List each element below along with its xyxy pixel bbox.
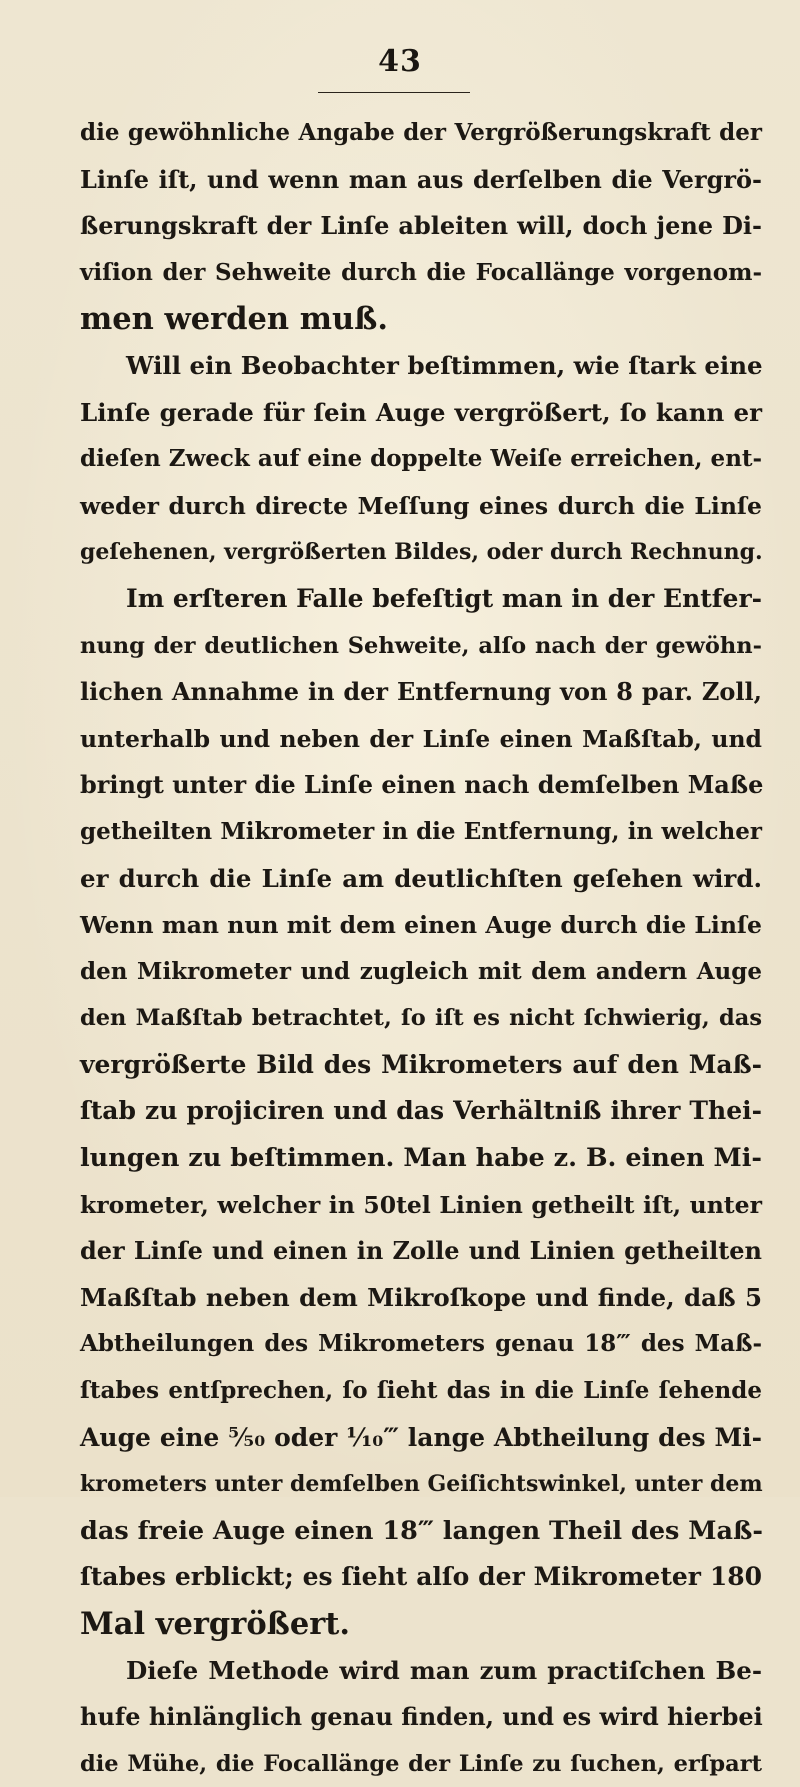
text-line: ſtabes entſprechen, ſo ſieht das in die Linſe ſehende [80,1377,762,1405]
text-line: dieſen Zweck auf eine doppelte Weiſe erreichen, ent- [80,445,763,473]
text-line: Mal vergrößert. [80,1606,351,1642]
text-line: lichen Annahme in der Entfernung von 8 par. Zoll, [80,677,762,707]
text-line: lungen zu beſtimmen. Man habe z. B. einen Mi- [80,1143,762,1174]
text-line: die Mühe, die Focallänge der Linſe zu ſuchen, erſpart [80,1750,762,1777]
text-line: krometers unter demſelben Geiſichtswinkel, unter dem [80,1471,763,1498]
text-line: Linſe gerade für ſein Auge vergrößert, ſo kann er [80,397,762,427]
text-line: ſtabes erblickt; es ſieht alſo der Mikrometer 180 [80,1562,762,1592]
text-line: geſehenen, vergrößerten Bildes, oder durch Rechnung. [80,539,763,566]
text-line: er durch die Linſe am deutlichſten geſehen wird. [80,863,762,893]
text-line: Abtheilungen des Mikrometers genau 18‴ des Maß- [80,1330,762,1358]
text-line: getheilten Mikrometer in die Entfernung, in welcher [80,817,762,845]
text-line: hufe hinlänglich genau finden, und es wird hierbei [80,1702,763,1732]
header-rule [318,92,470,93]
text-line: Will ein Beobachter beſtimmen, wie ſtark eine [126,350,763,380]
text-line: die gewöhnliche Angabe der Vergrößerungskraft der [80,119,762,146]
text-line: Wenn man nun mit dem einen Auge durch die Linſe [80,911,762,940]
text-line: der Linſe und einen in Zolle und Linien getheilten [80,1236,762,1266]
text-line: den Maßſtab betrachtet, ſo iſt es nicht ſchwierig, das [80,1005,762,1032]
text-line: weder durch directe Meſſung eines durch die Linſe [80,491,762,520]
text-line: Linſe iſt, und wenn man aus derſelben die Vergrö- [80,164,762,194]
text-line: men werden muß. [80,301,388,338]
text-line: Auge eine ⁵⁄₅₀ oder ¹⁄₁₀‴ lange Abtheilung des Mi- [80,1422,762,1452]
body-text [80,110,762,1787]
text-line: viſion der Sehweite durch die Focallänge vorgenom- [80,258,762,286]
text-line: ßerungskraft der Linſe ableiten will, doch jene Di- [80,211,762,241]
text-line: den Mikrometer und zugleich mit dem andern Auge [80,957,762,985]
text-line: Maßſtab neben dem Mikroſkope und finde, daß 5 [80,1282,762,1312]
text-line: krometer, welcher in 50tel Linien getheilt iſt, unter [80,1190,762,1219]
page-number: 43 [378,44,422,79]
text-line: nung der deutlichen Sehweite, alſo nach der gewöhn- [80,632,762,659]
text-line: ſtab zu projiciren und das Verhältniß ihrer Thei- [80,1096,762,1126]
text-line: unterhalb und neben der Linſe einen Maßſtab, und [80,724,762,753]
text-line: bringt unter die Linſe einen nach demſelben Maße [80,770,764,800]
page-header [0,44,800,79]
text-line: das freie Auge einen 18‴ langen Theil des Maß- [80,1515,763,1546]
text-line: vergrößerte Bild des Mikrometers auf den Maß- [80,1049,762,1079]
text-line: Im erſteren Falle befeſtigt man in der Entfer- [126,583,763,613]
text-line: Dieſe Methode wird man zum practiſchen Be- [126,1655,762,1685]
